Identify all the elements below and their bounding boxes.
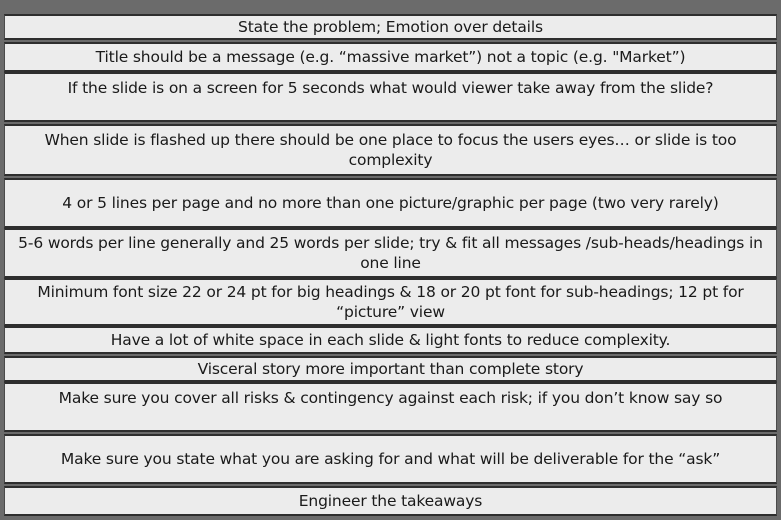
guideline-row-7: Minimum font size 22 or 24 pt for big headings & 18 or 20 pt font for sub-headings; 12 pt for “picture” view xyxy=(4,278,777,326)
guideline-row-1: State the problem; Emotion over details xyxy=(4,14,777,40)
guideline-row-8: Have a lot of white space in each slide & light fonts to reduce complexity. xyxy=(4,326,777,354)
guideline-row-5: 4 or 5 lines per page and no more than one picture/graphic per page (two very rarely) xyxy=(4,178,777,228)
guideline-row-12: Engineer the takeaways xyxy=(4,486,777,516)
guideline-row-2: Title should be a message (e.g. “massive market”) not a topic (e.g. "Market”) xyxy=(4,42,777,72)
guideline-row-11: Make sure you state what you are asking for and what will be deliverable for the “ask” xyxy=(4,434,777,484)
guideline-row-4: When slide is flashed up there should be one place to focus the users eyes… or slide is too complexity xyxy=(4,124,777,176)
guideline-row-10: Make sure you cover all risks & contingency against each risk; if you don’t know say so xyxy=(4,382,777,432)
guideline-row-9: Visceral story more important than complete story xyxy=(4,356,777,382)
guideline-row-3: If the slide is on a screen for 5 seconds what would viewer take away from the slide? xyxy=(4,72,777,122)
guideline-row-6: 5-6 words per line generally and 25 words per slide; try & fit all messages /sub-heads/headings in one line xyxy=(4,228,777,278)
